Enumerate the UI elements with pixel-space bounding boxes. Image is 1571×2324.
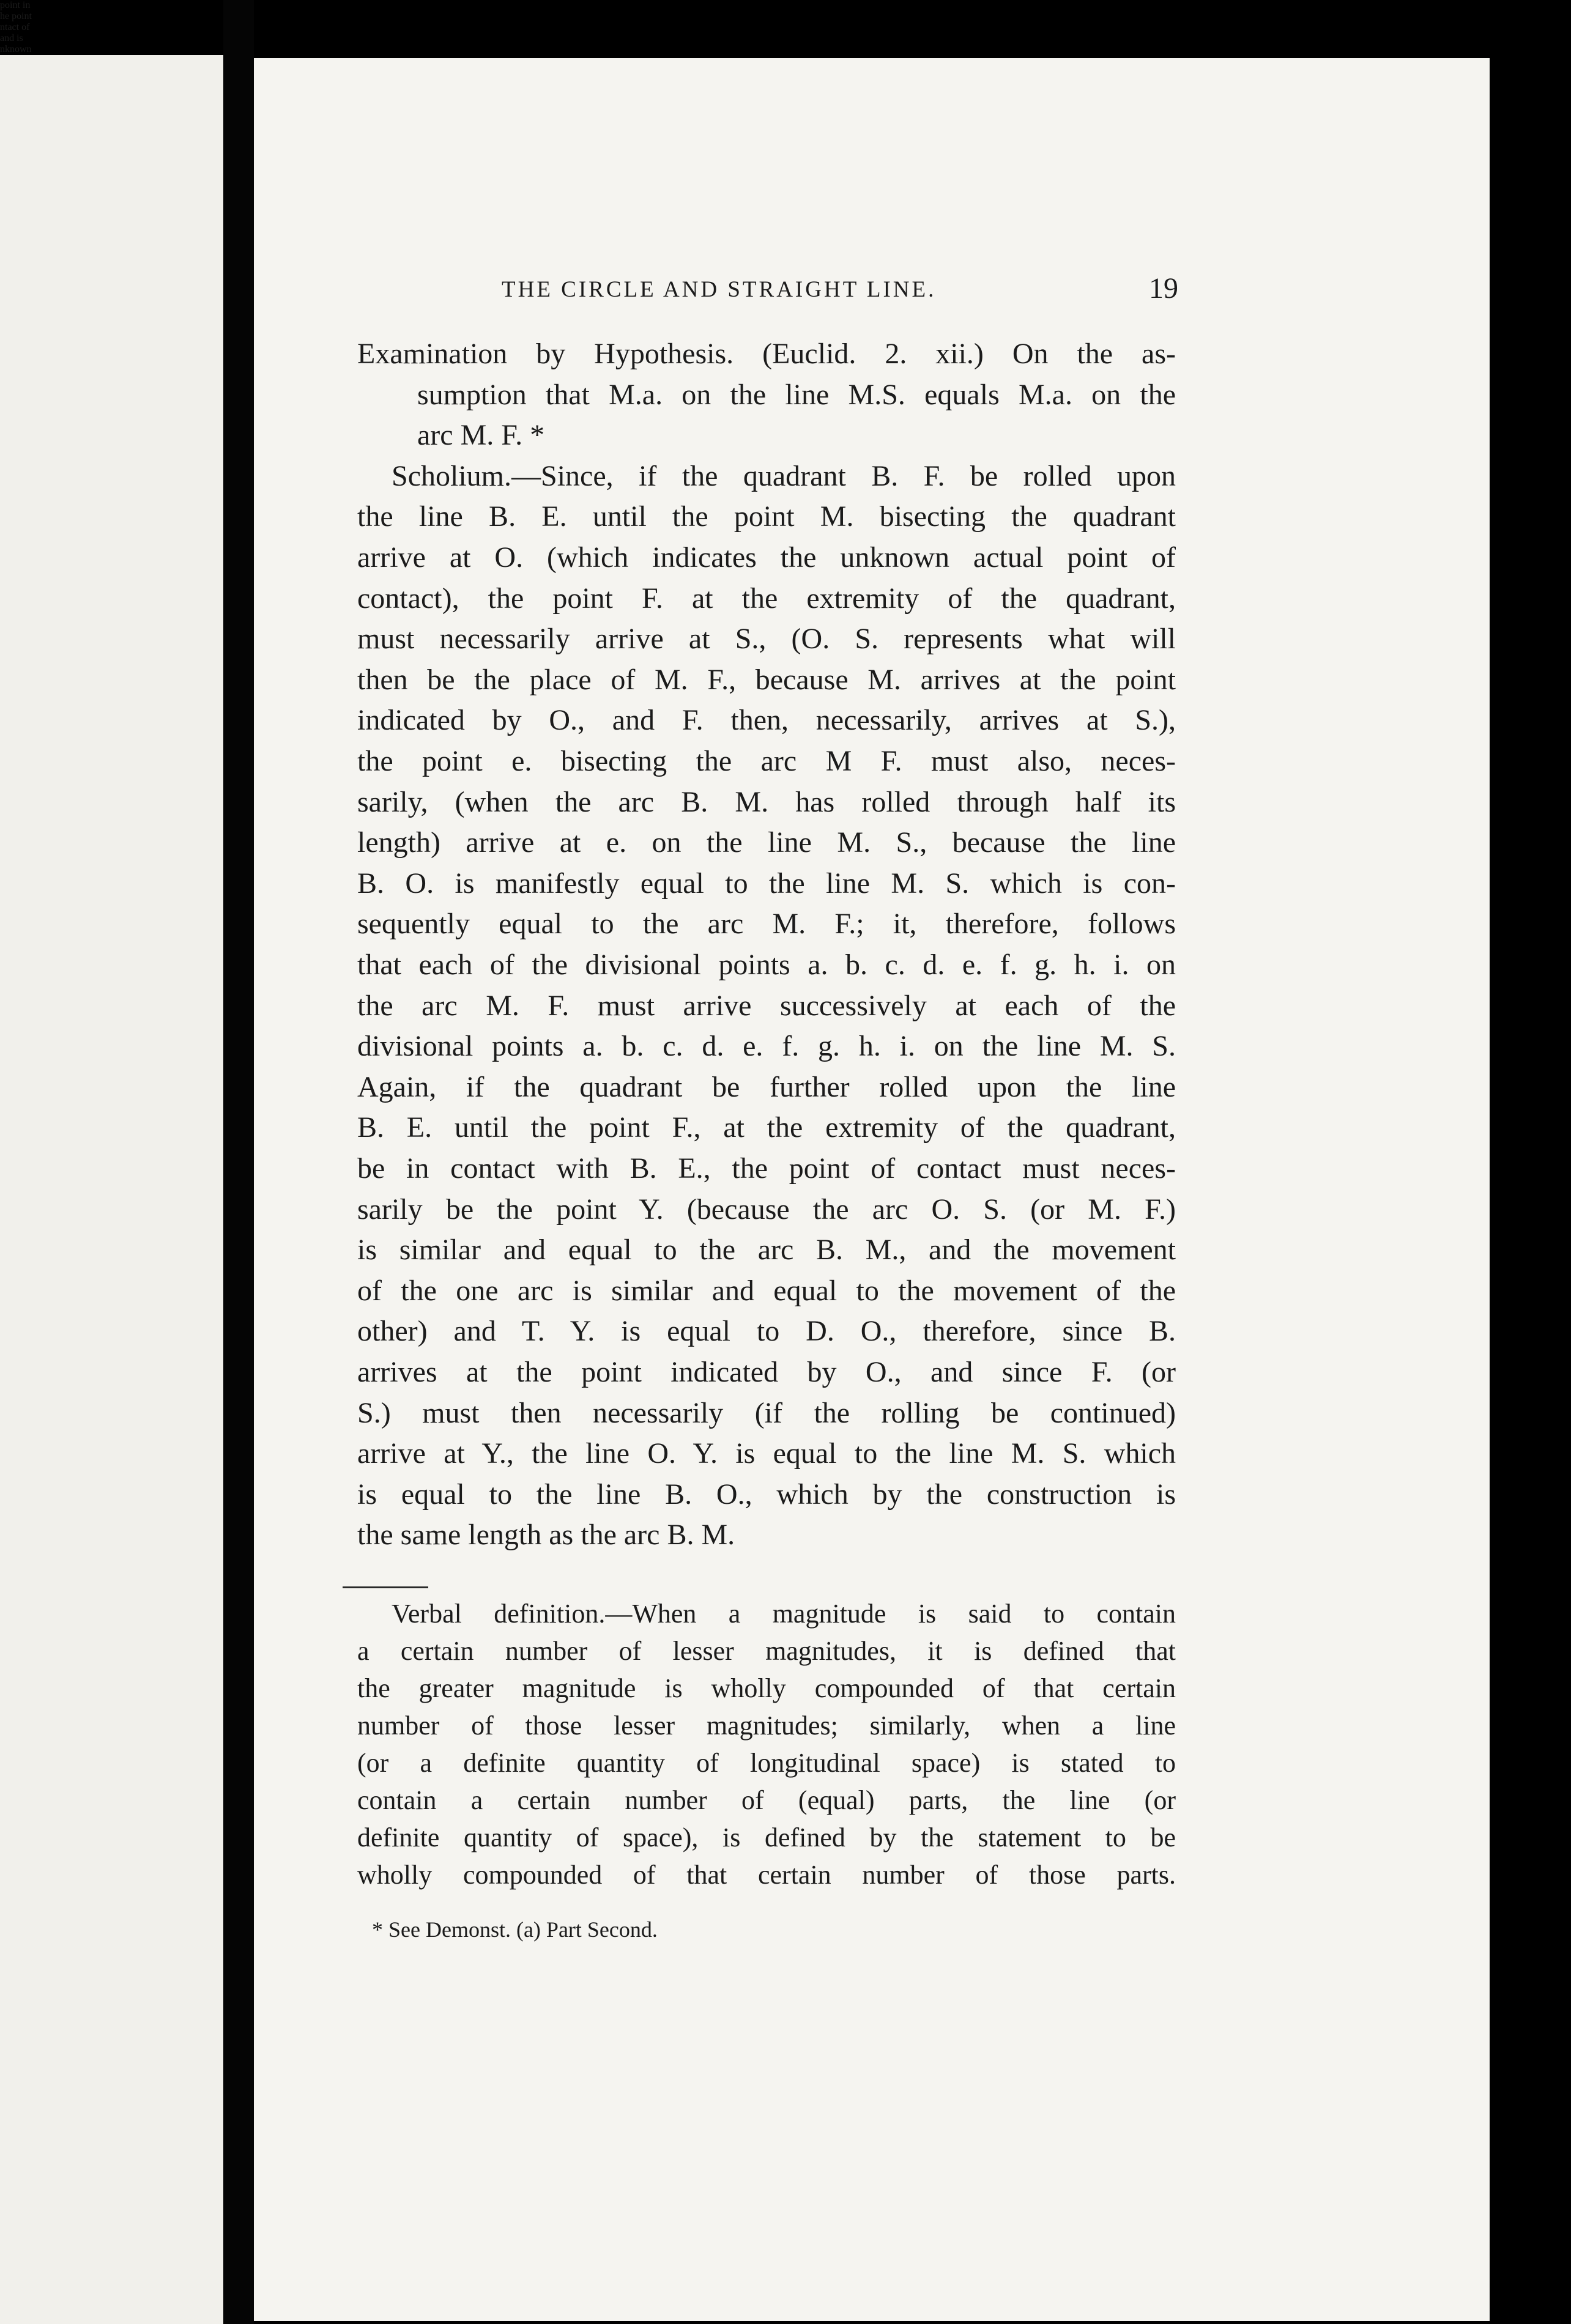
body-line: the arc M. F. must arrive successively at each of the bbox=[357, 990, 1176, 1022]
scan-border bbox=[1490, 0, 1571, 2324]
body-line: arrives at the point indicated by O., and since F. (or bbox=[357, 1356, 1176, 1388]
left-fragment: and is bbox=[0, 33, 23, 43]
left-fragment: he point bbox=[0, 11, 32, 21]
definition-line: a certain number of lesser magnitudes, it is defined that bbox=[357, 1636, 1176, 1666]
body-line: indicated by O., and F. then, necessarily, arrives at S.), bbox=[357, 704, 1176, 736]
body-line: length) arrive at e. on the line M. S., because the line bbox=[357, 826, 1176, 859]
body-line: S.) must then necessarily (if the rolling be continued) bbox=[357, 1397, 1176, 1429]
page-number: 19 bbox=[1149, 272, 1178, 305]
body-line: arrive at Y., the line O. Y. is equal to the line M. S. which bbox=[357, 1437, 1176, 1470]
definition-line: definite quantity of space), is defined by the statement to be bbox=[357, 1823, 1176, 1852]
section-rule bbox=[343, 1586, 428, 1588]
left-fragment: ntact of bbox=[0, 22, 30, 32]
body-line: divisional points a. b. c. d. e. f. g. h. i. on the line M. S. bbox=[357, 1030, 1176, 1062]
body-line: the line B. E. until the point M. bisecting the quadrant bbox=[357, 500, 1176, 533]
body-line: the point e. bisecting the arc M F. must also, neces- bbox=[357, 745, 1176, 777]
body-line: contact), the point F. at the extremity of the quadrant, bbox=[357, 582, 1176, 615]
body-line: is equal to the line B. O., which by the construction is bbox=[357, 1478, 1176, 1511]
definition-line: (or a definite quantity of longitudinal space) is stated to bbox=[357, 1748, 1176, 1778]
body-line: sarily be the point Y. (because the arc O. S. (or M. F.) bbox=[357, 1193, 1176, 1226]
definition-line: Verbal definition.—When a magnitude is said to contain bbox=[392, 1599, 1176, 1629]
body-line: B. O. is manifestly equal to the line M. S. which is con- bbox=[357, 867, 1176, 900]
left-page-edge bbox=[0, 55, 223, 2324]
definition-line: the greater magnitude is wholly compounded of that certain bbox=[357, 1673, 1176, 1703]
body-line: B. E. until the point F., at the extremity of the quadrant, bbox=[357, 1111, 1176, 1144]
body-line: arrive at O. (which indicates the unknown actual point of bbox=[357, 541, 1176, 574]
running-head: THE CIRCLE AND STRAIGHT LINE. bbox=[502, 277, 937, 302]
book-gutter bbox=[223, 0, 254, 2324]
body-line: arc M. F. * bbox=[417, 419, 545, 451]
footnote: * See Demonst. (a) Part Second. bbox=[372, 1917, 658, 1942]
body-line: Again, if the quadrant be further rolled upon the line bbox=[357, 1071, 1176, 1103]
body-line: is similar and equal to the arc B. M., and the movement bbox=[357, 1234, 1176, 1266]
body-line: sumption that M.a. on the line M.S. equals M.a. on the bbox=[417, 379, 1176, 411]
body-line: the same length as the arc B. M. bbox=[357, 1519, 735, 1551]
body-line: Scholium.—Since, if the quadrant B. F. be rolled upon bbox=[392, 460, 1176, 492]
body-line: other) and T. Y. is equal to D. O., therefore, since B. bbox=[357, 1315, 1176, 1347]
body-line: then be the place of M. F., because M. arrives at the point bbox=[357, 664, 1176, 696]
definition-line: contain a certain number of (equal) parts, the line (or bbox=[357, 1785, 1176, 1815]
body-line: that each of the divisional points a. b. c. d. e. f. g. h. i. on bbox=[357, 949, 1176, 981]
left-fragment: point in bbox=[0, 0, 31, 10]
body-line: sequently equal to the arc M. F.; it, therefore, follows bbox=[357, 908, 1176, 940]
body-line: must necessarily arrive at S., (O. S. represents what will bbox=[357, 623, 1176, 655]
body-line: be in contact with B. E., the point of contact must neces- bbox=[357, 1152, 1176, 1185]
definition-line: number of those lesser magnitudes; similarly, when a line bbox=[357, 1711, 1176, 1741]
definition-line: wholly compounded of that certain number of those parts. bbox=[357, 1860, 1176, 1890]
body-line: Examination by Hypothesis. (Euclid. 2. xii.) On the as- bbox=[357, 338, 1176, 370]
body-line: sarily, (when the arc B. M. has rolled through half its bbox=[357, 786, 1176, 818]
left-fragment: nknown bbox=[0, 44, 32, 54]
body-line: of the one arc is similar and equal to the movement of the bbox=[357, 1275, 1176, 1307]
